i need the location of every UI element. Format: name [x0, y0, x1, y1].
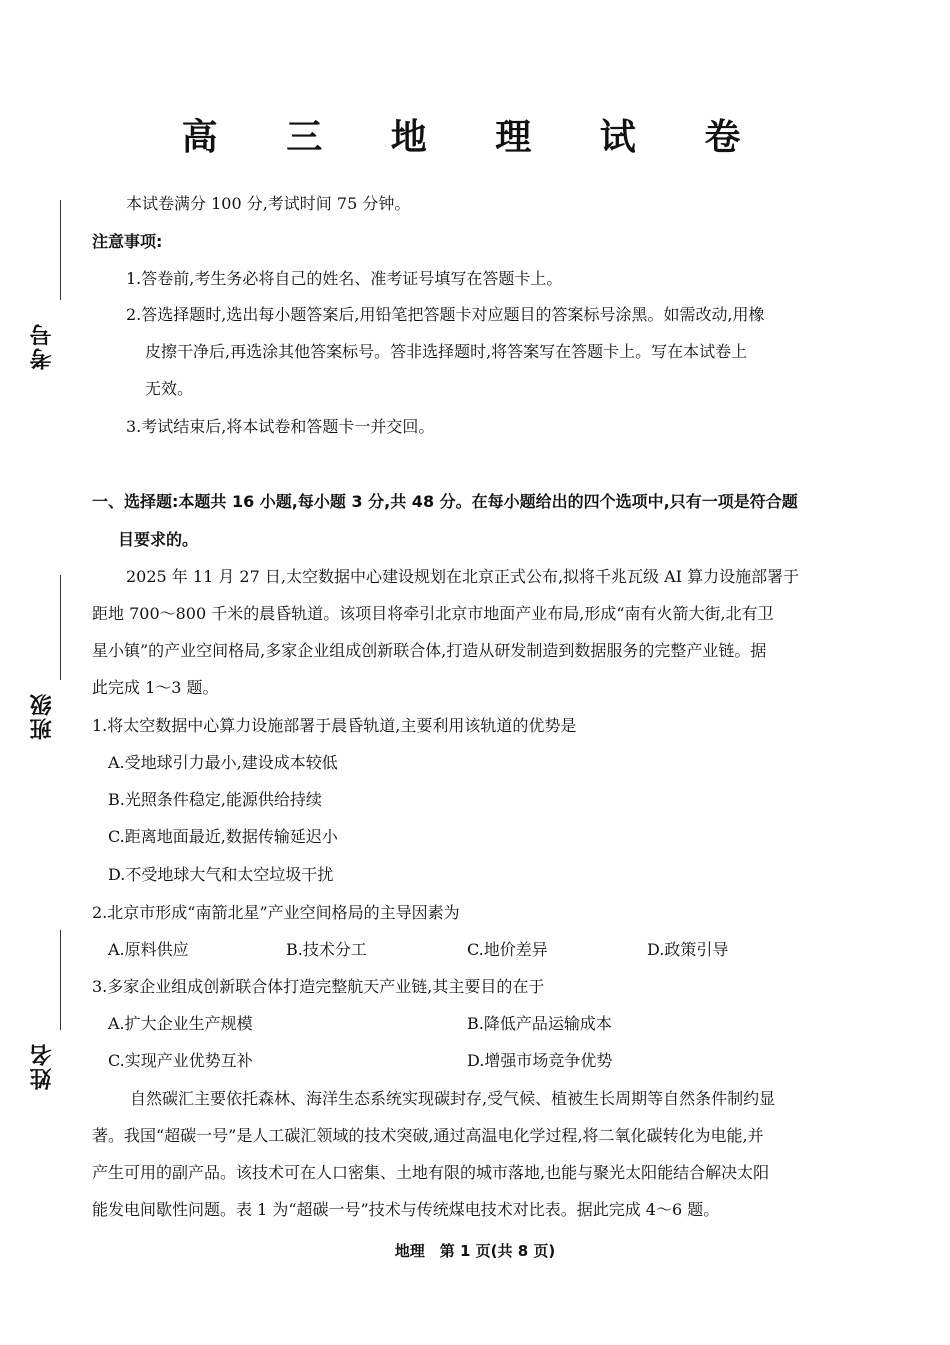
page-footer: 地理 第 1 页(共 8 页) — [394, 1242, 556, 1260]
q2-option-a: A.原料供应 — [108, 940, 189, 959]
notice-heading: 注意事项: — [92, 232, 163, 251]
q2-option-d: D.政策引导 — [647, 940, 729, 959]
passage-line: 距地 700～800 千米的晨昏轨道。该项目将牵引北京市地面产业布局,形成“南有火箭大街,北有卫 — [92, 604, 774, 623]
passage-line: 产生可用的副产品。该技术可在人口密集、土地有限的城市落地,也能与聚光太阳能结合解决太阳 — [92, 1163, 770, 1182]
margin-label-xingming: 姓名 — [30, 1042, 55, 1090]
page-title: 高 三 地 理 试 卷 — [181, 116, 769, 158]
notice-item: 1.答卷前,考生务必将自己的姓名、准考证号填写在答题卡上。 — [126, 269, 563, 288]
notice-item: 2.答选择题时,选出每小题答案后,用铅笔把答题卡对应题目的答案标号涂黑。如需改动,用橡 — [126, 305, 765, 324]
passage-line: 著。我国“超碳一号”是人工碳汇领域的技术突破,通过高温电化学过程,将二氧化碳转化为电能,并 — [92, 1126, 764, 1145]
q2-option-b: B.技术分工 — [286, 940, 367, 959]
q3-option-d: D.增强市场竞争优势 — [467, 1051, 613, 1070]
margin-line-banji — [60, 575, 61, 680]
passage-line: 星小镇”的产业空间格局,多家企业组成创新联合体,打造从研发制造到数据服务的完整产业链。据 — [92, 641, 767, 660]
notice-item: 皮擦干净后,再选涂其他答案标号。答非选择题时,将答案写在答题卡上。写在本试卷上 — [145, 342, 748, 361]
passage-line: 能发电间歇性问题。表 1 为“超碳一号”技术与传统煤电技术对比表。据此完成 4～6 题。 — [92, 1200, 720, 1219]
margin-line-xingming — [60, 930, 61, 1030]
section-heading-cont: 目要求的。 — [118, 530, 199, 549]
notice-item: 3.考试结束后,将本试卷和答题卡一并交回。 — [126, 417, 435, 436]
passage-line: 2025 年 11 月 27 日,太空数据中心建设规划在北京正式公布,拟将千兆瓦级 AI 算力设施部署于 — [126, 567, 800, 586]
notice-item: 无效。 — [145, 379, 194, 398]
passage-line: 自然碳汇主要依托森林、海洋生态系统实现碳封存,受气候、植被生长周期等自然条件制约显 — [130, 1089, 776, 1108]
question-stem-2: 2.北京市形成“南箭北星”产业空间格局的主导因素为 — [92, 903, 460, 922]
q3-option-a: A.扩大企业生产规模 — [108, 1014, 253, 1033]
passage-line: 此完成 1～3 题。 — [92, 678, 219, 697]
margin-label-banji: 班级 — [30, 692, 55, 740]
q1-option-b: B.光照条件稳定,能源供给持续 — [108, 790, 322, 809]
margin-label-kaohao: 考号 — [30, 322, 55, 370]
exam-intro: 本试卷满分 100 分,考试时间 75 分钟。 — [126, 194, 411, 213]
q1-option-c: C.距离地面最近,数据传输延迟小 — [108, 827, 338, 846]
margin-line-kaohao — [60, 200, 61, 300]
q3-option-b: B.降低产品运输成本 — [467, 1014, 612, 1033]
q3-option-c: C.实现产业优势互补 — [108, 1051, 253, 1070]
question-stem-3: 3.多家企业组成创新联合体打造完整航天产业链,其主要目的在于 — [92, 977, 545, 996]
q2-option-c: C.地价差异 — [467, 940, 548, 959]
q1-option-a: A.受地球引力最小,建设成本较低 — [108, 753, 338, 772]
q1-option-d: D.不受地球大气和太空垃圾干扰 — [108, 865, 334, 884]
question-stem-1: 1.将太空数据中心算力设施部署于晨昏轨道,主要利用该轨道的优势是 — [92, 716, 577, 735]
section-heading: 一、选择题:本题共 16 小题,每小题 3 分,共 48 分。在每小题给出的四个选项中,只有一项是符合题 — [92, 492, 798, 511]
